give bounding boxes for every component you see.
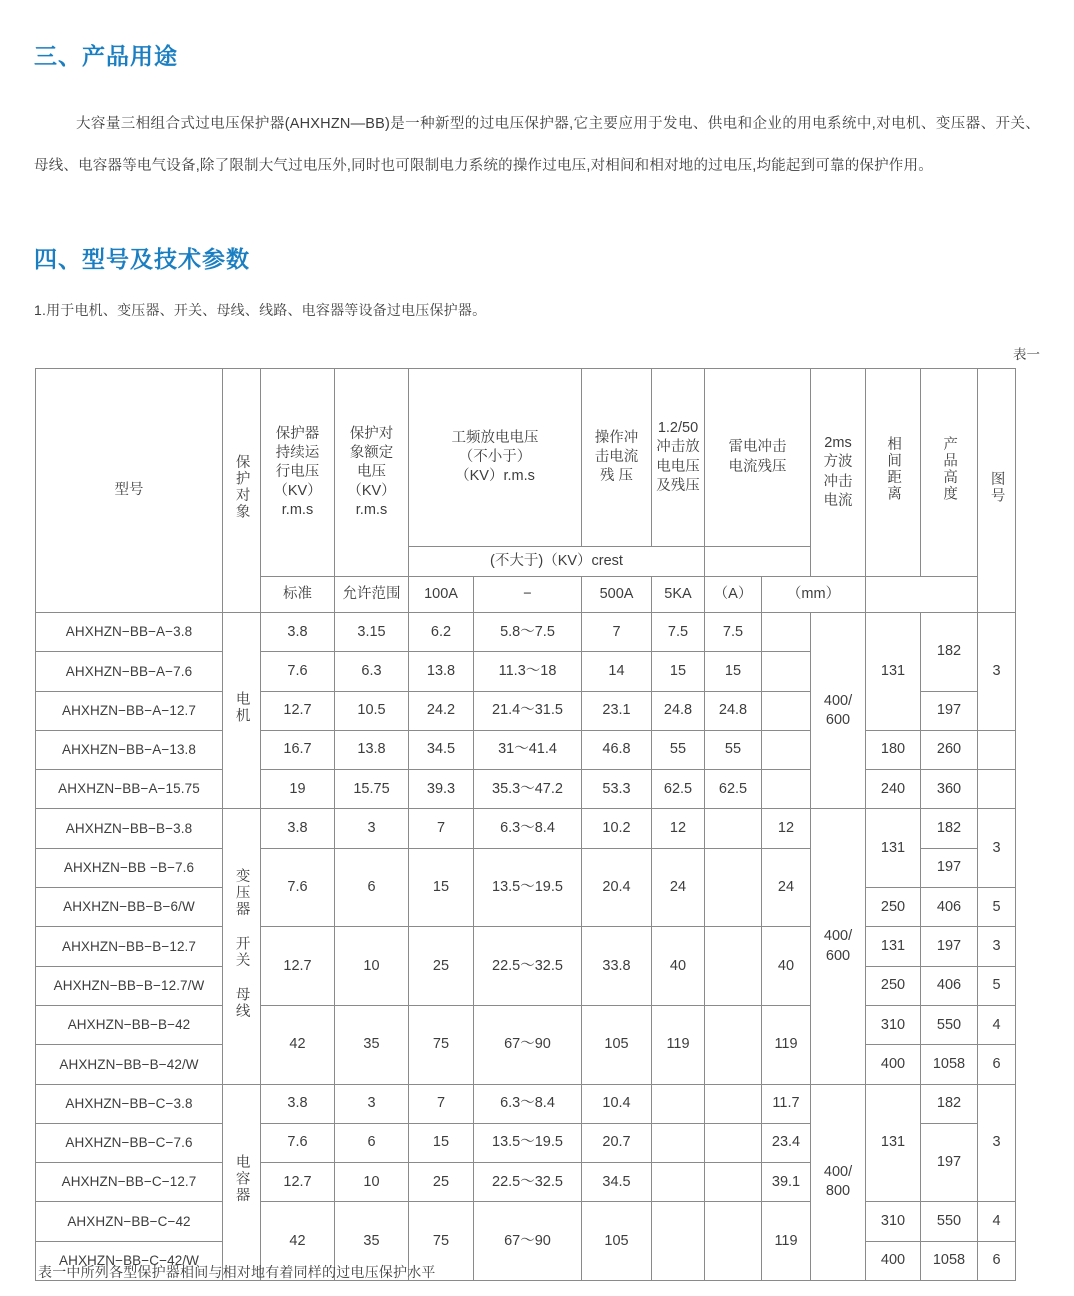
cell-square-wave-l2: 600 — [825, 711, 851, 728]
header-continuous-voltage-l2: 持续运 — [275, 444, 320, 461]
cell-500a — [705, 927, 762, 1006]
cell-5ka — [762, 691, 811, 730]
table-body-group-b — [36, 809, 1016, 1084]
header-rated-voltage-l4: （KV） — [347, 483, 396, 500]
cell-standard: 75 — [409, 1202, 474, 1281]
cell-rated-voltage: 35 — [335, 1005, 409, 1084]
product-use-paragraph: 大容量三相组合式过电压保护器(AHXHZN—BB)是一种新型的过电压保护器,它主要应用于发电、供电和企业的用电系统中,对电机、变压器、开关、母线、电容器等电气设备,除了限制大气过电压外,同时也可限制电力系统的操作过电压,对相间和相对地的过电压,均能起到可靠的保护作用。 — [34, 115, 1040, 174]
models-subnote: 1.用于电机、变压器、开关、母线、线路、电容器等设备过电压保护器。 — [34, 302, 487, 318]
cell-phase-distance: 400 — [866, 1241, 921, 1280]
header-square-wave-l1: 2ms — [824, 435, 852, 452]
cell-product-height: 197 — [921, 691, 978, 730]
cell-standard: 15 — [409, 848, 474, 927]
cell-standard: 15 — [409, 1123, 474, 1162]
cell-model: AHXHZN−BB−A−15.75 — [36, 770, 223, 809]
table-row — [36, 927, 1016, 966]
cell-model: AHXHZN−BB−A−13.8 — [36, 730, 223, 769]
cell-protected-object-label: 电容器 — [233, 1154, 250, 1204]
header-product-height-label: 产品高度 — [941, 436, 958, 503]
cell-allowed-range: 35.3～47.2 — [474, 770, 582, 809]
cell-allowed-range: 67～90 — [474, 1202, 582, 1281]
cell-allowed-range: 5.8～7.5 — [474, 613, 582, 652]
header-unit-mm: （mm） — [762, 577, 866, 613]
cell-allowed-range: 22.5～32.5 — [474, 1163, 582, 1202]
cell-figure-no: 4 — [978, 1005, 1016, 1044]
cell-product-height: 1058 — [921, 1241, 978, 1280]
cell-allowed-range: 67～90 — [474, 1005, 582, 1084]
cell-model: AHXHZN−BB−A−7.6 — [36, 652, 223, 691]
cell-100a: 10.4 — [582, 1084, 652, 1123]
cell-allowed-range: 13.5～19.5 — [474, 848, 582, 927]
cell-dash — [652, 1123, 705, 1162]
header-sub-allowed-range: 允许范围 — [335, 577, 409, 613]
header-rated-voltage-l3: 电压 — [357, 463, 386, 480]
header-rated-voltage-l1: 保护对 — [349, 425, 394, 442]
cell-product-height: 550 — [921, 1202, 978, 1241]
cell-100a: 10.2 — [582, 809, 652, 848]
table-body-group-c — [36, 1084, 1016, 1280]
header-figure-no — [978, 369, 1016, 613]
cell-5ka — [762, 770, 811, 809]
cell-rated-voltage: 6 — [335, 1123, 409, 1162]
cell-product-height: 550 — [921, 1005, 978, 1044]
header-unit-5ka: 5KA — [652, 577, 705, 613]
cell-continuous-voltage: 7.6 — [261, 1123, 335, 1162]
header-switching-l1: 操作冲 — [594, 429, 639, 446]
header-rated-voltage — [335, 369, 409, 577]
table-head — [36, 369, 1016, 613]
cell-rated-voltage: 10.5 — [335, 691, 409, 730]
cell-continuous-voltage: 12.7 — [261, 691, 335, 730]
cell-rated-voltage: 15.75 — [335, 770, 409, 809]
cell-figure-no: 3 — [978, 613, 1016, 731]
header-model: 型号 — [36, 369, 223, 613]
cell-standard: 7 — [409, 809, 474, 848]
header-impulse-l2: 冲击放 — [656, 439, 700, 456]
cell-500a — [705, 1005, 762, 1084]
header-unit-500a: 500A — [582, 577, 652, 613]
cell-standard: 75 — [409, 1005, 474, 1084]
cell-500a — [705, 1163, 762, 1202]
cell-allowed-range: 22.5～32.5 — [474, 927, 582, 1006]
cell-product-height: 197 — [921, 927, 978, 966]
cell-continuous-voltage: 12.7 — [261, 927, 335, 1006]
cell-allowed-range: 6.3～8.4 — [474, 809, 582, 848]
cell-model: AHXHZN−BB−C−42 — [36, 1202, 223, 1241]
table-row — [36, 809, 1016, 848]
header-protected-object-label: 保护对象 — [233, 454, 250, 521]
header-unit-dash: − — [474, 577, 582, 613]
header-crest-note: (不大于)（KV）crest — [409, 547, 705, 577]
cell-100a: 20.4 — [582, 848, 652, 927]
header-power-freq-l3: （KV）r.m.s — [455, 468, 535, 485]
cell-protected-object-label: 变压器 开关 母线 — [233, 867, 250, 1020]
cell-rated-voltage: 6 — [335, 848, 409, 927]
cell-100a: 105 — [582, 1005, 652, 1084]
cell-500a — [705, 1123, 762, 1162]
header-lightning-l1: 雷电冲击 — [728, 439, 787, 456]
cell-5ka — [762, 730, 811, 769]
cell-standard: 39.3 — [409, 770, 474, 809]
header-continuous-voltage-l4: （KV） — [273, 483, 322, 500]
cell-standard: 25 — [409, 927, 474, 1006]
table-row — [36, 613, 1016, 652]
cell-5ka: 11.7 — [762, 1084, 811, 1123]
cell-product-height: 182 — [921, 809, 978, 848]
cell-protected-object-label: 电机 — [233, 691, 250, 725]
cell-500a: 24.8 — [705, 691, 762, 730]
cell-product-height: 406 — [921, 888, 978, 927]
cell-5ka — [762, 652, 811, 691]
cell-phase-distance: 310 — [866, 1005, 921, 1044]
cell-phase-distance: 131 — [866, 927, 921, 966]
cell-500a — [705, 809, 762, 848]
header-rated-voltage-l5: r.m.s — [355, 502, 388, 519]
cell-model: AHXHZN−BB−B−42/W — [36, 1045, 223, 1084]
cell-model: AHXHZN−BB−C−12.7 — [36, 1163, 223, 1202]
header-impulse-l1: 1.2/50 — [657, 420, 699, 437]
cell-5ka: 24 — [762, 848, 811, 927]
cell-square-wave-l1: 400/ — [823, 692, 853, 709]
cell-100a: 46.8 — [582, 730, 652, 769]
cell-continuous-voltage: 3.8 — [261, 613, 335, 652]
header-product-height — [921, 369, 978, 577]
cell-square-wave — [811, 1084, 866, 1280]
cell-rated-voltage: 10 — [335, 927, 409, 1006]
cell-square-wave-l2: 800 — [825, 1183, 851, 1200]
cell-500a: 7.5 — [705, 613, 762, 652]
header-power-freq-l2: （不小于） — [458, 448, 532, 465]
cell-rated-voltage: 10 — [335, 1163, 409, 1202]
cell-square-wave — [811, 613, 866, 809]
cell-continuous-voltage: 16.7 — [261, 730, 335, 769]
cell-standard: 6.2 — [409, 613, 474, 652]
cell-phase-distance: 131 — [866, 613, 921, 731]
cell-figure-no: 3 — [978, 927, 1016, 966]
cell-standard: 24.2 — [409, 691, 474, 730]
header-figure-no-label: 图号 — [988, 470, 1005, 504]
cell-500a: 15 — [705, 652, 762, 691]
cell-5ka — [762, 613, 811, 652]
cell-allowed-range: 6.3～8.4 — [474, 1084, 582, 1123]
cell-dash: 15 — [652, 652, 705, 691]
cell-product-height: 197 — [921, 848, 978, 887]
header-continuous-voltage — [261, 369, 335, 577]
cell-model: AHXHZN−BB−A−3.8 — [36, 613, 223, 652]
header-switching-l2: 击电流 — [594, 448, 639, 465]
cell-continuous-voltage: 19 — [261, 770, 335, 809]
cell-100a: 34.5 — [582, 1163, 652, 1202]
cell-protected-object — [223, 809, 261, 1084]
cell-dash: 55 — [652, 730, 705, 769]
cell-model: AHXHZN−BB−B−3.8 — [36, 809, 223, 848]
header-square-wave-l3: 冲击 — [823, 473, 853, 490]
section-heading-product-use: 三、产品用途 — [34, 43, 178, 69]
cell-dash — [652, 1202, 705, 1281]
section-heading-models-params: 四、型号及技术参数 — [34, 246, 250, 272]
cell-dash: 12 — [652, 809, 705, 848]
cell-dash: 7.5 — [652, 613, 705, 652]
cell-figure-no: 4 — [978, 1202, 1016, 1241]
cell-square-wave-l2: 600 — [825, 947, 851, 964]
cell-dash: 119 — [652, 1005, 705, 1084]
cell-model: AHXHZN−BB −B−7.6 — [36, 848, 223, 887]
header-protected-object — [223, 369, 261, 613]
header-phase-distance-label: 相间距离 — [885, 436, 902, 503]
cell-dash — [652, 1084, 705, 1123]
header-continuous-voltage-l1: 保护器 — [275, 425, 320, 442]
cell-model: AHXHZN−BB−C−42/W — [36, 1241, 223, 1280]
header-switching-l3: 残 压 — [599, 468, 634, 485]
table-caption: 表一 — [1013, 347, 1040, 362]
cell-phase-distance: 400 — [866, 1045, 921, 1084]
cell-continuous-voltage: 42 — [261, 1202, 335, 1281]
header-impulse-l4: 及残压 — [656, 477, 700, 494]
cell-model: AHXHZN−BB−A−12.7 — [36, 691, 223, 730]
table-body-group-a — [36, 613, 1016, 809]
cell-dash — [652, 1163, 705, 1202]
cell-figure-no: 6 — [978, 1241, 1016, 1280]
cell-figure-no — [978, 730, 1016, 769]
table-row — [36, 1202, 1016, 1241]
cell-phase-distance: 131 — [866, 1084, 921, 1202]
cell-rated-voltage: 13.8 — [335, 730, 409, 769]
header-square-wave-l2: 方波 — [823, 454, 853, 471]
cell-square-wave — [811, 809, 866, 1084]
cell-figure-no — [978, 770, 1016, 809]
cell-square-wave-l1: 400/ — [823, 928, 853, 945]
cell-standard: 13.8 — [409, 652, 474, 691]
cell-model: AHXHZN−BB−C−3.8 — [36, 1084, 223, 1123]
header-row-main — [36, 369, 1016, 547]
cell-rated-voltage: 3 — [335, 809, 409, 848]
table-row — [36, 770, 1016, 809]
header-square-wave — [811, 369, 866, 577]
table-row — [36, 1084, 1016, 1123]
cell-continuous-voltage: 12.7 — [261, 1163, 335, 1202]
cell-continuous-voltage: 3.8 — [261, 1084, 335, 1123]
cell-100a: 20.7 — [582, 1123, 652, 1162]
cell-100a: 33.8 — [582, 927, 652, 1006]
cell-phase-distance: 250 — [866, 888, 921, 927]
cell-allowed-range: 13.5～19.5 — [474, 1123, 582, 1162]
cell-figure-no: 3 — [978, 1084, 1016, 1202]
header-impulse-l3: 电电压 — [656, 458, 700, 475]
cell-phase-distance: 131 — [866, 809, 921, 888]
cell-500a — [705, 848, 762, 927]
cell-allowed-range: 21.4～31.5 — [474, 691, 582, 730]
cell-standard: 34.5 — [409, 730, 474, 769]
cell-model: AHXHZN−BB−B−12.7 — [36, 927, 223, 966]
cell-figure-no: 5 — [978, 966, 1016, 1005]
cell-figure-no: 6 — [978, 1045, 1016, 1084]
cell-product-height: 1058 — [921, 1045, 978, 1084]
cell-rated-voltage: 3 — [335, 1084, 409, 1123]
cell-5ka: 119 — [762, 1202, 811, 1281]
header-unit-a: （A） — [705, 577, 762, 613]
table-row — [36, 1005, 1016, 1044]
cell-continuous-voltage: 7.6 — [261, 652, 335, 691]
header-power-freq-l1: 工频放电电压 — [451, 429, 539, 446]
cell-rated-voltage: 3.15 — [335, 613, 409, 652]
header-continuous-voltage-l5: r.m.s — [281, 502, 314, 519]
cell-standard: 7 — [409, 1084, 474, 1123]
cell-product-height: 406 — [921, 966, 978, 1005]
cell-product-height: 360 — [921, 770, 978, 809]
cell-dash: 62.5 — [652, 770, 705, 809]
cell-continuous-voltage: 3.8 — [261, 809, 335, 848]
cell-dash: 40 — [652, 927, 705, 1006]
cell-allowed-range: 11.3～18 — [474, 652, 582, 691]
cell-100a: 23.1 — [582, 691, 652, 730]
header-square-wave-l4: 电流 — [823, 492, 853, 509]
cell-model: AHXHZN−BB−B−6/W — [36, 888, 223, 927]
cell-phase-distance: 250 — [866, 966, 921, 1005]
cell-5ka: 23.4 — [762, 1123, 811, 1162]
cell-500a — [705, 1202, 762, 1281]
header-continuous-voltage-l3: 行电压 — [275, 463, 320, 480]
cell-phase-distance: 310 — [866, 1202, 921, 1241]
cell-protected-object — [223, 613, 261, 809]
cell-standard: 25 — [409, 1163, 474, 1202]
cell-5ka: 39.1 — [762, 1163, 811, 1202]
cell-continuous-voltage: 7.6 — [261, 848, 335, 927]
header-lightning-impulse — [705, 369, 811, 547]
cell-5ka: 12 — [762, 809, 811, 848]
header-phase-distance — [866, 369, 921, 577]
cell-product-height: 260 — [921, 730, 978, 769]
specification-table — [35, 368, 1016, 1281]
table-footnote: 表一中所列各型保护器相间与相对地有着同样的过电压保护水平 — [38, 1264, 436, 1280]
header-lightning-l2: 电流残压 — [728, 458, 787, 475]
cell-protected-object — [223, 1084, 261, 1280]
header-rated-voltage-l2: 象额定 — [349, 444, 394, 461]
cell-model: AHXHZN−BB−B−12.7/W — [36, 966, 223, 1005]
cell-square-wave-l1: 400/ — [823, 1164, 853, 1181]
table-row — [36, 730, 1016, 769]
header-sub-standard: 标准 — [261, 577, 335, 613]
cell-rated-voltage: 6.3 — [335, 652, 409, 691]
cell-500a — [705, 1084, 762, 1123]
cell-dash: 24 — [652, 848, 705, 927]
cell-continuous-voltage: 42 — [261, 1005, 335, 1084]
cell-phase-distance: 240 — [866, 770, 921, 809]
cell-figure-no: 3 — [978, 809, 1016, 888]
header-power-freq-discharge — [409, 369, 582, 547]
cell-100a: 105 — [582, 1202, 652, 1281]
cell-rated-voltage: 35 — [335, 1202, 409, 1281]
cell-product-height: 197 — [921, 1123, 978, 1202]
header-unit-100a: 100A — [409, 577, 474, 613]
cell-500a: 62.5 — [705, 770, 762, 809]
cell-5ka: 40 — [762, 927, 811, 1006]
cell-500a: 55 — [705, 730, 762, 769]
cell-100a: 7 — [582, 613, 652, 652]
cell-figure-no: 5 — [978, 888, 1016, 927]
header-switching-impulse — [582, 369, 652, 547]
cell-100a: 14 — [582, 652, 652, 691]
cell-dash: 24.8 — [652, 691, 705, 730]
header-impulse-1-2-50 — [652, 369, 705, 547]
cell-model: AHXHZN−BB−B−42 — [36, 1005, 223, 1044]
cell-product-height: 182 — [921, 613, 978, 692]
cell-model: AHXHZN−BB−C−7.6 — [36, 1123, 223, 1162]
cell-product-height: 182 — [921, 1084, 978, 1123]
cell-5ka: 119 — [762, 1005, 811, 1084]
cell-allowed-range: 31～41.4 — [474, 730, 582, 769]
cell-phase-distance: 180 — [866, 730, 921, 769]
cell-100a: 53.3 — [582, 770, 652, 809]
